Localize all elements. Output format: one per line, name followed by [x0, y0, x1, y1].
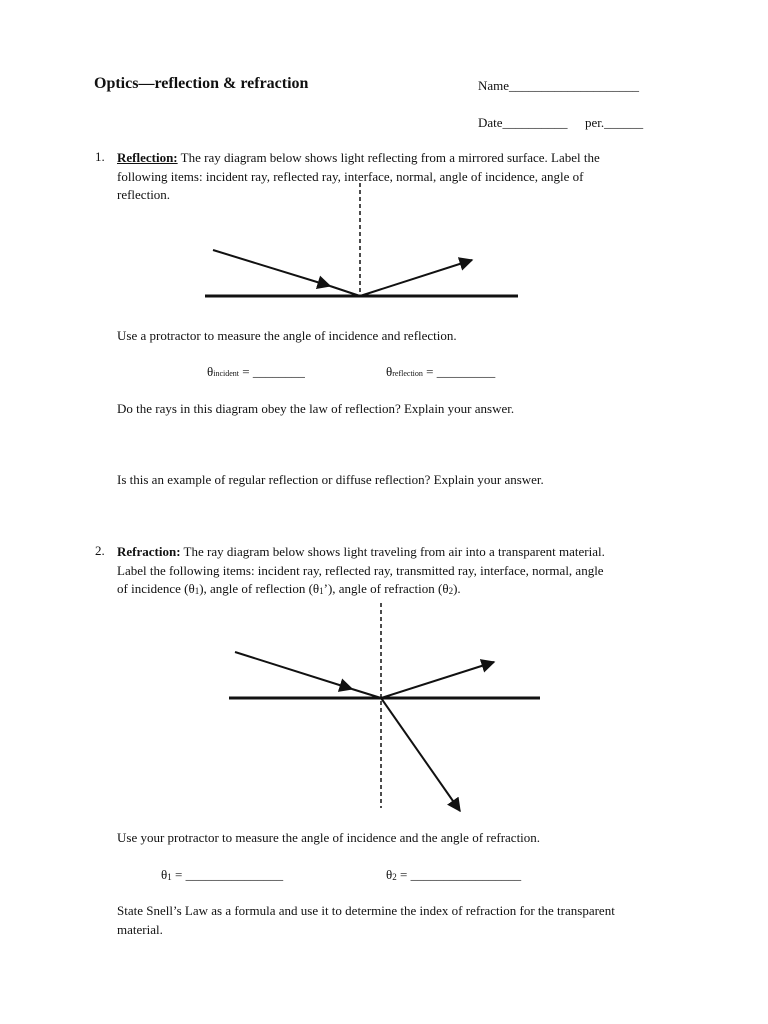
question-1-number: 1. — [95, 149, 105, 164]
line3-part-a: of incidence (θ — [117, 581, 195, 596]
question-1-protractor-instruction: Use a protractor to measure the angle of incidence and reflection. — [117, 328, 457, 343]
reflection-reflected-ray — [360, 260, 472, 296]
theta-incident-subscript: incident — [213, 369, 240, 378]
date-field: Date__________ — [478, 115, 568, 130]
theta-reflection-subscript: reflection — [392, 369, 423, 378]
refraction-diagram — [229, 603, 540, 811]
line3-part-c: ’), angle of refraction (θ — [323, 581, 449, 596]
question-2-heading: Refraction: — [117, 544, 181, 559]
line3-part-d: ). — [453, 581, 461, 596]
question-2-snell-instruction — [117, 902, 737, 939]
theta2-answer-subscript: 2 — [392, 872, 397, 882]
theta-reflection-answer — [386, 364, 495, 380]
question-2-protractor-instruction: Use your protractor to measure the angle of incidence and the angle of refraction. — [117, 830, 541, 845]
worksheet-title: Optics—reflection & refraction — [94, 75, 309, 92]
refraction-incident-ray — [235, 652, 352, 689]
theta-symbol: θ — [161, 867, 168, 882]
question-1-line1: The ray diagram below shows light reflecting from a mirrored surface. Label the — [177, 150, 600, 165]
question-2-line1: The ray diagram below shows light traveling from air into a transparent material. — [180, 544, 605, 559]
reflection-incident-ray — [213, 250, 330, 286]
question-2-prompt — [117, 543, 737, 601]
theta2-answer — [386, 867, 521, 883]
line3-part-b: ), angle of reflection (θ — [199, 581, 320, 596]
theta1-answer-subscript: 1 — [167, 872, 172, 882]
theta-reflection-blank: = _________ — [422, 364, 496, 379]
theta-incident-answer — [207, 364, 305, 380]
question-2-line2: Label the following items: incident ray, reflected ray, transmitted ray, interface, normal, angle — [117, 562, 604, 578]
name-field: Name____________________ — [478, 78, 640, 93]
refraction-transmitted-ray — [381, 698, 460, 811]
theta-symbol: θ — [386, 364, 393, 379]
snell-line2: material. — [117, 921, 163, 937]
refraction-reflected-ray — [381, 662, 494, 698]
theta1-prime-subscript: 1 — [319, 586, 324, 596]
theta1-blank: = _______________ — [171, 867, 284, 882]
question-2-number: 2. — [95, 543, 105, 558]
question-1-line2: following items: incident ray, reflected ray, interface, normal, angle of incidence, angle of — [117, 168, 584, 184]
theta1-answer — [161, 867, 283, 883]
reflection-diagram — [205, 183, 518, 296]
question-1-line3: reflection. — [117, 187, 171, 202]
theta-symbol: θ — [386, 867, 393, 882]
question-1-type-question: Is this an example of regular reflection or diffuse reflection? Explain your answer. — [117, 472, 544, 487]
theta2-blank: = _________________ — [396, 867, 522, 882]
snell-line1: State Snell’s Law as a formula and use it to determine the index of refraction for the transparent — [117, 903, 615, 918]
question-1-law-question: Do the rays in this diagram obey the law of reflection? Explain your answer. — [117, 401, 515, 416]
theta-symbol: θ — [207, 364, 214, 379]
theta2-subscript: 2 — [448, 586, 454, 596]
theta1-subscript: 1 — [194, 586, 200, 596]
period-field: per.______ — [585, 115, 644, 130]
question-1-heading: Reflection: — [117, 150, 178, 165]
question-2-line3 — [117, 580, 737, 601]
theta-incident-blank: = ________ — [239, 364, 305, 379]
